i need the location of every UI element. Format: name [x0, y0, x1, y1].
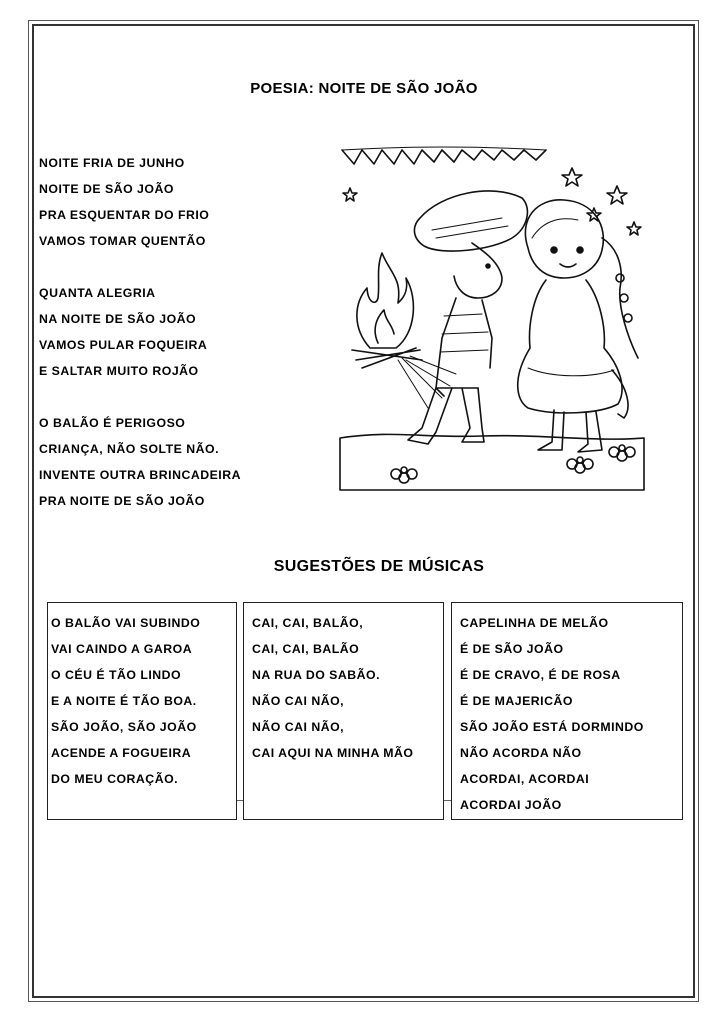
- star-icon: [343, 188, 357, 201]
- song-box: [243, 602, 444, 820]
- girl-figure: [518, 200, 638, 452]
- ground-outline: [340, 434, 644, 490]
- poem-line: QUANTA ALEGRIA: [39, 286, 156, 300]
- box-connector-line: [444, 800, 451, 801]
- bonfire-icon: [352, 253, 456, 408]
- poem-line: NOITE FRIA DE JUNHO: [39, 156, 185, 170]
- song-line: CAPELINHA DE MELÃO: [460, 616, 609, 630]
- song-line: ACORDAI JOÃO: [460, 798, 562, 812]
- song-line: ACORDAI, ACORDAI: [460, 772, 590, 786]
- song-line: ACENDE A FOGUEIRA: [51, 746, 192, 760]
- flower-icon: [609, 445, 635, 461]
- poem-line: O BALÃO É PERIGOSO: [39, 416, 186, 430]
- song-box: [451, 602, 683, 820]
- song-line: SÃO JOÃO, SÃO JOÃO: [51, 720, 197, 734]
- song-line: É DE MAJERICÃO: [460, 694, 573, 708]
- song-line: CAI AQUI NA MINHA MÃO: [252, 746, 414, 760]
- song-line: VAI CAINDO A GAROA: [51, 642, 193, 656]
- star-icon: [627, 222, 641, 235]
- song-line: É DE CRAVO, É DE ROSA: [460, 668, 621, 682]
- song-line: DO MEU CORAÇÃO.: [51, 772, 179, 786]
- poem: [39, 150, 339, 540]
- poem-line: PRA NOITE DE SÃO JOÃO: [39, 494, 205, 508]
- poem-line: INVENTE OUTRA BRINCADEIRA: [39, 468, 241, 482]
- box-connector-line: [237, 800, 243, 801]
- boy-figure: [408, 191, 527, 444]
- poem-stanza: [39, 410, 339, 514]
- song-line: SÃO JOÃO ESTÁ DORMINDO: [460, 720, 644, 734]
- star-icon: [607, 186, 627, 204]
- song-line: NA RUA DO SABÃO.: [252, 668, 381, 682]
- song-line: CAI, CAI, BALÃO,: [252, 616, 364, 630]
- song-line: O CÉU É TÃO LINDO: [51, 668, 182, 682]
- song-line: E A NOITE É TÃO BOA.: [51, 694, 197, 708]
- bunting-icon: [342, 150, 546, 164]
- poem-stanza: [39, 150, 339, 254]
- poem-line: CRIANÇA, NÃO SOLTE NÃO.: [39, 442, 220, 456]
- song-line: NÃO CAI NÃO,: [252, 720, 345, 734]
- song-line: NÃO CAI NÃO,: [252, 694, 345, 708]
- flower-icon: [391, 467, 417, 483]
- song-line: É DE SÃO JOÃO: [460, 642, 564, 656]
- poem-line: VAMOS TOMAR QUENTÃO: [39, 234, 206, 248]
- poem-line: NA NOITE DE SÃO JOÃO: [39, 312, 197, 326]
- page-title: POESIA: NOITE DE SÃO JOÃO: [250, 80, 478, 97]
- festa-junina-dancing-children-illustration: [332, 138, 652, 498]
- poem-line: PRA ESQUENTAR DO FRIO: [39, 208, 210, 222]
- flower-icon: [567, 457, 593, 473]
- poem-stanza: [39, 280, 339, 384]
- song-box: [47, 602, 237, 820]
- poem-line: E SALTAR MUITO ROJÃO: [39, 364, 199, 378]
- song-line: NÃO ACORDA NÃO: [460, 746, 582, 760]
- song-line: O BALÃO VAI SUBINDO: [51, 616, 201, 630]
- poem-line: VAMOS PULAR FOQUEIRA: [39, 338, 208, 352]
- songs-title: SUGESTÕES DE MÚSICAS: [273, 558, 485, 575]
- star-icon: [562, 168, 582, 186]
- song-line: CAI, CAI, BALÃO: [252, 642, 360, 656]
- poem-line: NOITE DE SÃO JOÃO: [39, 182, 174, 196]
